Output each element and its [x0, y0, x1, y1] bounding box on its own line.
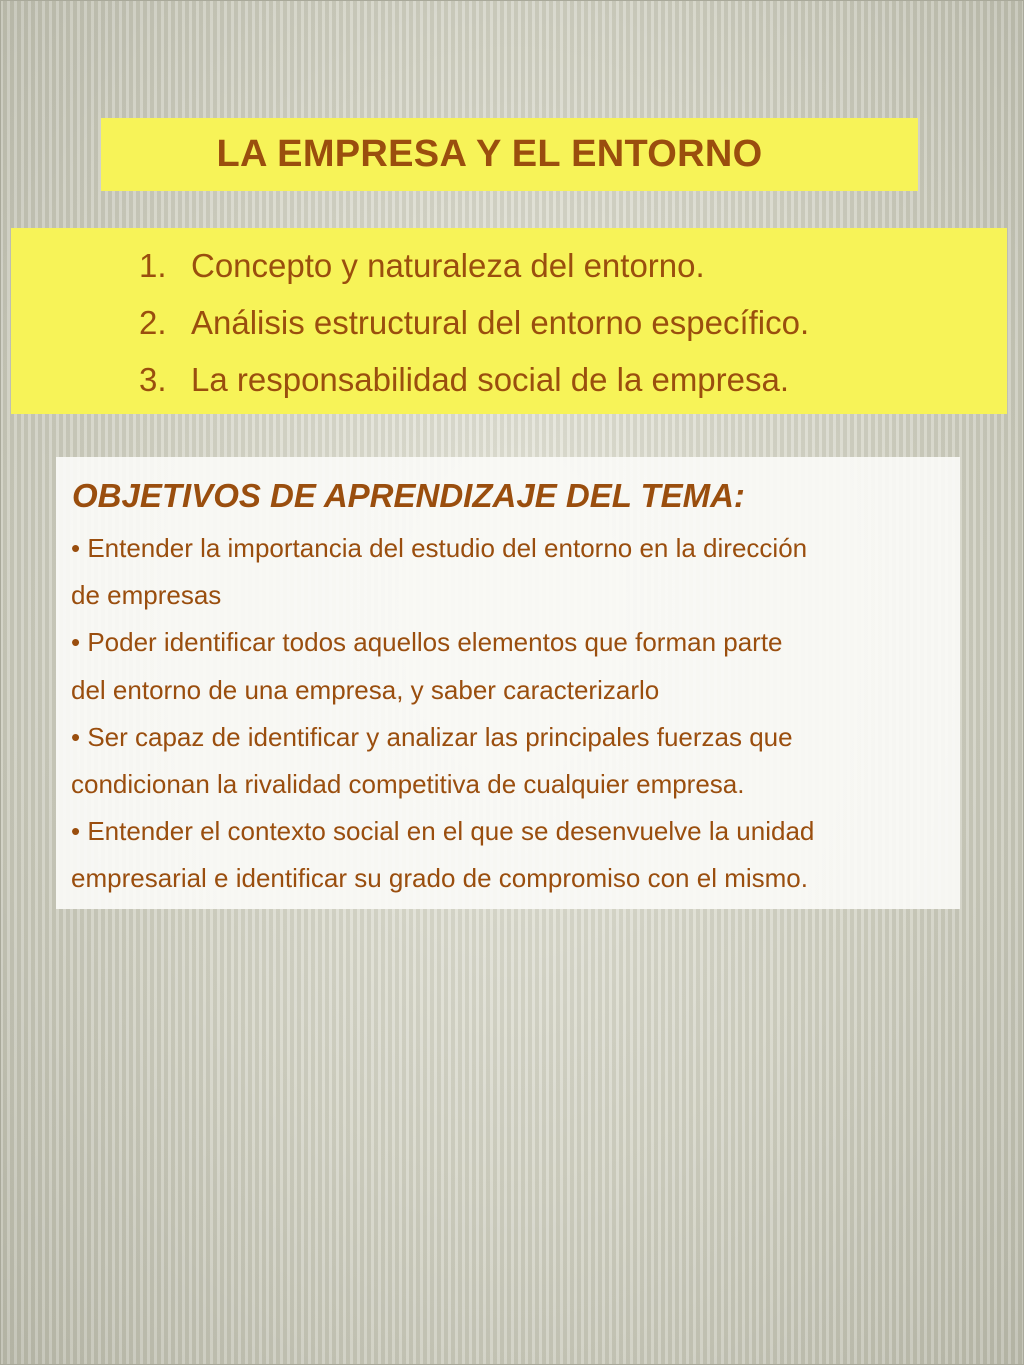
objective-line: • Entender la importancia del estudio del entorno en la dirección: [71, 533, 808, 563]
objectives-heading: OBJETIVOS DE APRENDIZAJE DEL TEMA:: [72, 477, 745, 514]
topic-item: [139, 299, 1007, 356]
topic-item: [139, 242, 1007, 299]
topic-item: [139, 356, 1007, 413]
objective-line: empresarial e identificar su grado de compromiso con el mismo.: [71, 863, 808, 894]
topic-text: La responsabilidad social de la empresa.: [191, 361, 790, 398]
objective-line: del entorno de una empresa, y saber caracterizarlo: [71, 674, 660, 705]
objectives-text: [71, 525, 814, 903]
objective-line: • Entender el contexto social en el que se desenvuelve la unidad: [71, 816, 815, 847]
topics-panel: [11, 228, 1007, 414]
topic-number: 3.: [139, 361, 167, 398]
slide-title: LA EMPRESA Y EL ENTORNO: [216, 133, 763, 175]
topic-number: 2.: [139, 304, 167, 341]
objective-line: condicionan la rivalidad competitiva de cualquier empresa.: [71, 768, 745, 799]
objectives-panel: [56, 457, 960, 909]
topics-list: [11, 228, 1007, 413]
topic-text: Concepto y naturaleza del entorno.: [191, 247, 705, 284]
topic-number: 1.: [139, 247, 167, 284]
title-banner: [101, 118, 918, 191]
objective-line: • Poder identificar todos aquellos elementos que forman parte: [71, 627, 783, 658]
objective-line: de empresas: [71, 580, 222, 611]
topic-text: Análisis estructural del entorno específico.: [191, 304, 810, 341]
objective-line: • Ser capaz de identificar y analizar las principales fuerzas que: [71, 721, 793, 752]
